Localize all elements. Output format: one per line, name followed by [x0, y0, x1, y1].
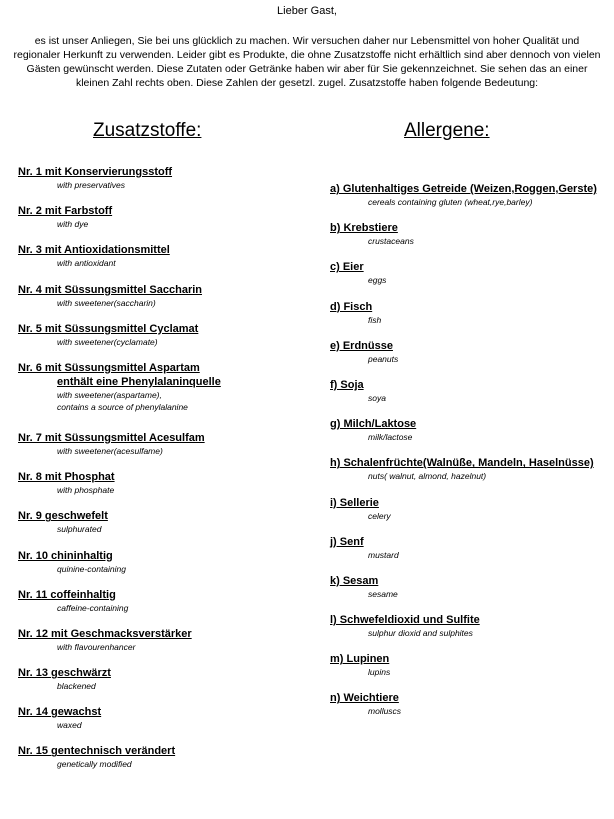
allergens-list [330, 182, 610, 731]
additive-label: Nr. 12 mit Geschmacksverstärker [18, 627, 192, 640]
allergen-label: d) Fisch [330, 300, 373, 313]
additive-item [18, 283, 298, 322]
allergen-item [330, 300, 610, 339]
additive-item [18, 744, 298, 783]
allergen-item [330, 417, 610, 456]
additive-item [18, 361, 298, 431]
additive-label: Nr. 9 geschwefelt [18, 510, 108, 523]
allergen-item [330, 378, 610, 417]
additive-item [18, 509, 298, 548]
allergen-label: a) Glutenhaltiges Getreide (Weizen,Roggen,Gerste) [330, 183, 597, 195]
additive-item [18, 627, 298, 666]
allergen-item [330, 691, 610, 730]
additive-label: Nr. 13 geschwärzt [18, 667, 111, 680]
additive-translation: sulphurated [57, 524, 102, 535]
allergens-title: Allergene: [404, 120, 490, 141]
additive-translation: with sweetener(acesulfame) [57, 445, 163, 456]
allergen-item [330, 613, 610, 652]
additive-translation: with antioxidant [57, 258, 116, 269]
allergen-translation: nuts( walnut, almond, hazelnut) [368, 471, 487, 482]
additive-translation: with dye [57, 219, 89, 230]
allergen-translation: peanuts [368, 353, 399, 364]
allergen-label: g) Milch/Laktose [330, 418, 417, 431]
allergen-translation: soya [368, 392, 386, 403]
additive-item [18, 322, 298, 361]
additive-item [18, 470, 298, 509]
additive-translation: with preservatives [57, 180, 126, 190]
additive-label: Nr. 10 chininhaltig [18, 549, 113, 562]
additive-label-line1: Nr. 6 mit Süssungsmittel Aspartam [18, 361, 200, 374]
additives-list [18, 165, 298, 784]
allergen-label: b) Krebstiere [330, 222, 398, 235]
additive-item [18, 243, 298, 282]
allergen-label: l) Schwefeldioxid und Sulfite [330, 614, 480, 627]
allergen-translation: milk/lactose [368, 432, 413, 443]
additive-translation: genetically modified [57, 759, 132, 770]
allergen-translation: celery [368, 510, 391, 521]
allergen-item [330, 574, 610, 613]
allergen-label: f) Soja [330, 378, 364, 391]
allergen-item [330, 496, 610, 535]
additive-label: Nr. 3 mit Antioxidationsmittel [18, 244, 170, 257]
allergen-label: h) Schalenfrüchte(Walnüße, Mandeln, Haselnüsse) [330, 457, 594, 470]
allergen-item [330, 339, 610, 378]
additive-item [18, 165, 298, 204]
allergen-label: e) Erdnüsse [330, 339, 393, 352]
additive-label-line2: enthält eine Phenylalaninquelle [57, 375, 221, 388]
allergen-translation: sesame [368, 588, 398, 599]
allergen-translation: mustard [368, 549, 399, 560]
additive-translation: quinine-containing [57, 563, 126, 574]
additive-translation-line2: contains a source of phenylalanine [57, 401, 188, 412]
allergen-item [330, 182, 610, 221]
additive-translation: with sweetener(cyclamate) [57, 336, 158, 347]
additive-item [18, 666, 298, 705]
additive-translation: with phosphate [57, 485, 115, 496]
allergen-translation: crustaceans [368, 236, 414, 247]
intro-paragraph: es ist unser Anliegen, Sie bei uns glücklich zu machen. Wir versuchen daher nur Lebensmittel von hoher Qualität und regionaler Herkunft zu verwenden. Leider gibt es Produkte, die ohne Zusatzstoffe nicht erhältlich sind aber dennoch von vielen Gästen gewünscht werden. Diese Zutaten oder Getränke haben wir aber für Sie gekennzeichnet. Sie sehen das an einer kleinen Zahl rechts oben. Diese Zahlen der gesetzl. zugel. Zusatzstoffe haben folgende Bedeutung: [13, 35, 601, 89]
additive-translation: blackened [57, 681, 96, 692]
allergen-label: m) Lupinen [330, 653, 390, 666]
additive-label [18, 361, 298, 389]
additive-item [18, 588, 298, 627]
allergen-translation: sulphur dioxid and sulphites [368, 628, 473, 639]
additive-label: Nr. 4 mit Süssungsmittel Saccharin [18, 283, 203, 296]
additive-label: Nr. 8 mit Phosphat [18, 471, 115, 484]
greeting: Lieber Gast, [277, 5, 337, 17]
additive-label: Nr. 7 mit Süssungsmittel Acesulfam [18, 431, 205, 444]
allergen-translation: cereals containing gluten (wheat,rye,barley) [368, 197, 533, 207]
additive-label: Nr. 14 gewachst [18, 706, 102, 719]
allergen-label: c) Eier [330, 261, 364, 274]
allergen-item [330, 456, 610, 495]
allergen-item [330, 221, 610, 260]
allergen-item [330, 260, 610, 299]
allergen-item [330, 535, 610, 574]
additive-translation: with sweetener(saccharin) [57, 297, 156, 308]
allergen-label: j) Senf [330, 535, 364, 548]
allergen-translation: lupins [368, 667, 391, 678]
allergen-label: n) Weichtiere [330, 692, 399, 705]
additive-label: Nr. 11 coffeinhaltig [18, 588, 116, 601]
additive-item [18, 549, 298, 588]
additive-translation: caffeine-containing [57, 602, 129, 613]
additive-translation: with sweetener(aspartame), [57, 389, 162, 400]
additive-label: Nr. 5 mit Süssungsmittel Cyclamat [18, 322, 199, 335]
additive-item [18, 431, 298, 470]
allergen-label: k) Sesam [330, 574, 379, 587]
additive-label: Nr. 1 mit Konservierungsstoff [18, 166, 173, 178]
additives-title: Zusatzstoffe: [93, 120, 202, 141]
additive-translation: waxed [57, 720, 82, 731]
additive-translation: with flavourenhancer [57, 641, 136, 652]
allergen-label: i) Sellerie [330, 496, 379, 509]
allergen-translation: fish [368, 314, 382, 325]
allergen-translation: molluscs [368, 706, 402, 717]
additive-item [18, 705, 298, 744]
additive-item [18, 204, 298, 243]
additive-label: Nr. 15 gentechnisch verändert [18, 745, 176, 758]
additive-label: Nr. 2 mit Farbstoff [18, 205, 113, 218]
allergen-item [330, 652, 610, 691]
allergen-translation: eggs [368, 275, 387, 286]
